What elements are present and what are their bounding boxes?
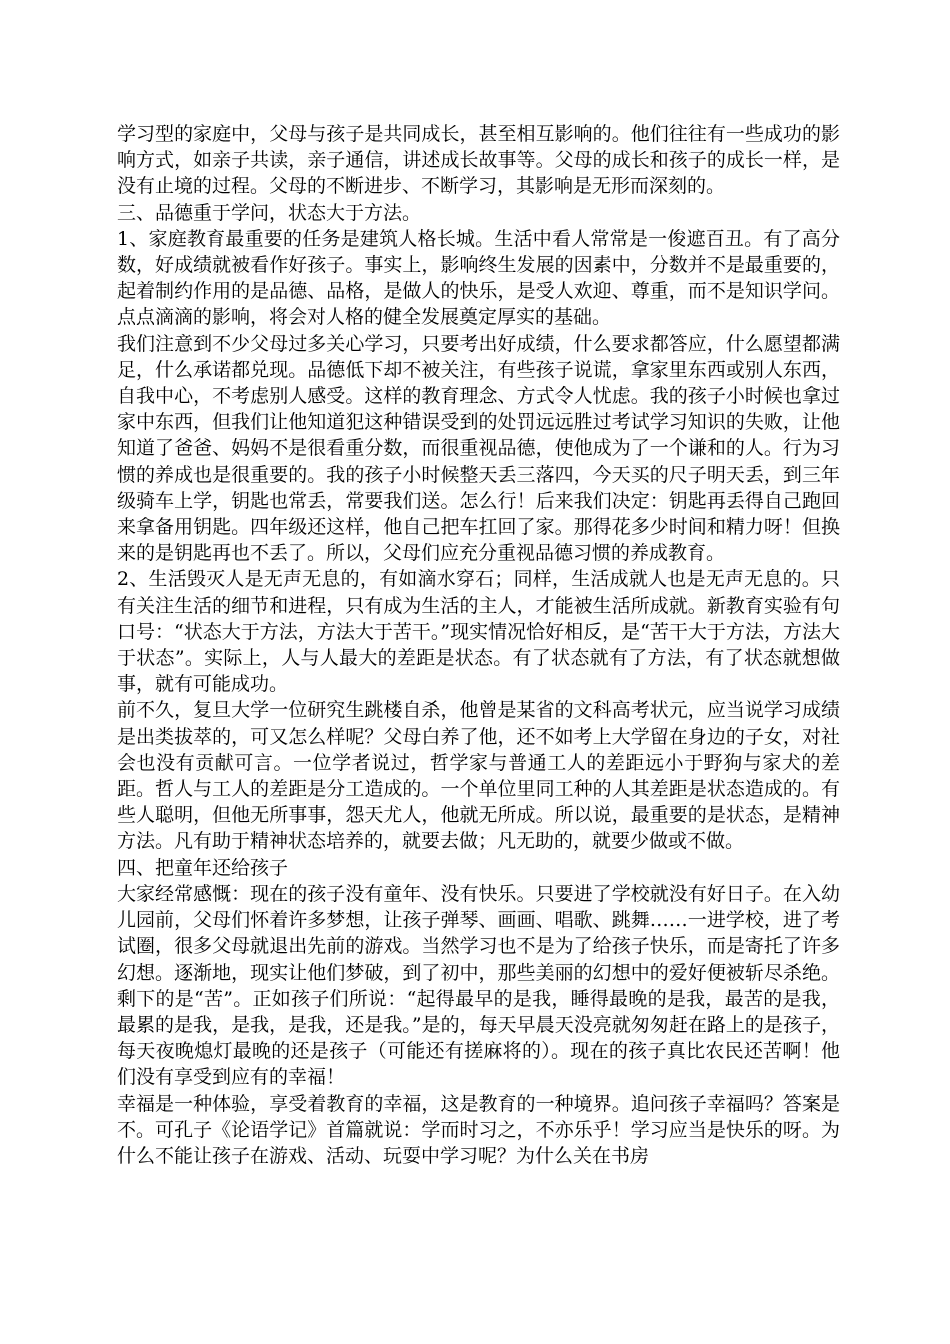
paragraph-character-wall: 1、家庭教育最重要的任务是建筑人格长城。生活中看人常常是一俊遮百丑。有了高分数，好成绩就被看作好孩子。事实上，影响终生发展的因素中，分数并不是最重要的，起着制约作用的是品德、品格，是做人的快乐，是受人欢迎、尊重，而不是知识学问。点点滴滴的影响，将会对人格的健全发展奠定厚实的基础。	[117, 227, 840, 329]
section-heading-four: 四、把童年还给孩子	[117, 856, 289, 879]
paragraph-parents-concern: 我们注意到不少父母过多关心学习，只要考出好成绩，什么要求都答应，什么愿望都满足，什么承诺都兑现。品德低下却不被关注，有些孩子说谎，拿家里东西或别人东西，自我中心，不考虑别人感受。这样的教育理念、方式令人忧虑。我的孩子小时候也拿过家中东西，但我们让他知道犯这种错误受到的处罚远远胜过考试学习知识的失败，让他知道了爸爸、妈妈不是很看重分数，而很重视品德，使他成为了一个谦和的人。行为习惯的养成也是很重要的。我的孩子小时候整天丢三落四，今天买的尺子明天丢，到三年级骑车上学，钥匙也常丢，常要我们送。怎么行！后来我们决定：钥匙再丢得自己跑回来拿备用钥匙。四年级还这样，他自己把车扛回了家。那得花多少时间和精力呀！但换来的是钥匙再也不丢了。所以，父母们应充分重视品德习惯的养成教育。	[117, 332, 840, 565]
section-heading-three: 三、品德重于学问，状态大于方法。	[117, 201, 422, 224]
paragraph-happiness: 幸福是一种体验，享受着教育的幸福，这是教育的一种境界。追问孩子幸福吗？答案是不。可孔子《论语学记》首篇就说：学而时习之，不亦乐乎！学习应当是快乐的呀。为什么不能让孩子在游戏、活动、玩耍中学习呢？为什么关在书房	[117, 1092, 840, 1167]
paragraph-learning-family: 学习型的家庭中，父母与孩子是共同成长，甚至相互影响的。他们往往有一些成功的影响方式，如亲子共读，亲子通信，讲述成长故事等。父母的成长和孩子的成长一样，是没有止境的过程。父母的不断进步、不断学习，其影响是无形而深刻的。	[117, 123, 840, 198]
paragraph-no-childhood: 大家经常感慨：现在的孩子没有童年、没有快乐。只要进了学校就没有好日子。在入幼儿园前，父母们怀着许多梦想，让孩子弹琴、画画、唱歌、跳舞……一进学校，进了考试圈，很多父母就退出先前的游戏。当然学习也不是为了给孩子快乐，而是寄托了许多幻想。逐渐地，现实让他们梦破，到了初中，那些美丽的幻想中的爱好便被斩尽杀绝。剩下的是“苦”。正如孩子们所说：“起得最早的是我，睡得最晚的是我，最苦的是我，最累的是我，是我，是我，还是我。”是的，每天早晨天没亮就匆匆赶在路上的是孩子，每天夜晚熄灯最晚的还是孩子（可能还有搓麻将的）。现在的孩子真比农民还苦啊！他们没有享受到应有的幸福！	[117, 882, 840, 1089]
document-body	[117, 121, 840, 1169]
paragraph-fudan-student: 前不久，复旦大学一位研究生跳楼自杀，他曾是某省的文科高考状元，应当说学习成绩是出类拔萃的，可又怎么样呢？父母白养了他，还不如考上大学留在身边的子女，对社会也没有贡献可言。一位学者说过，哲学家与普通工人的差距远小于野狗与家犬的差距。哲人与工人的差距是分工造成的。一个单位里同工种的人其差距是状态造成的。有些人聪明，但他无所事事，怨天尤人，他就无所成。所以说，最重要的是状态，是精神方法。凡有助于精神状态培养的，就要去做；凡无助的，就要少做或不做。	[117, 699, 840, 853]
paragraph-life-state: 2、生活毁灭人是无声无息的，有如滴水穿石；同样，生活成就人也是无声无息的。只有关注生活的细节和进程，只有成为生活的主人，才能被生活所成就。新教育实验有句口号：“状态大于方法，方法大于苦干。”现实情况恰好相反，是“苦干大于方法，方法大于状态”。实际上，人与人最大的差距是状态。有了状态就有了方法，有了状态就想做事，就有可能成功。	[117, 568, 840, 696]
